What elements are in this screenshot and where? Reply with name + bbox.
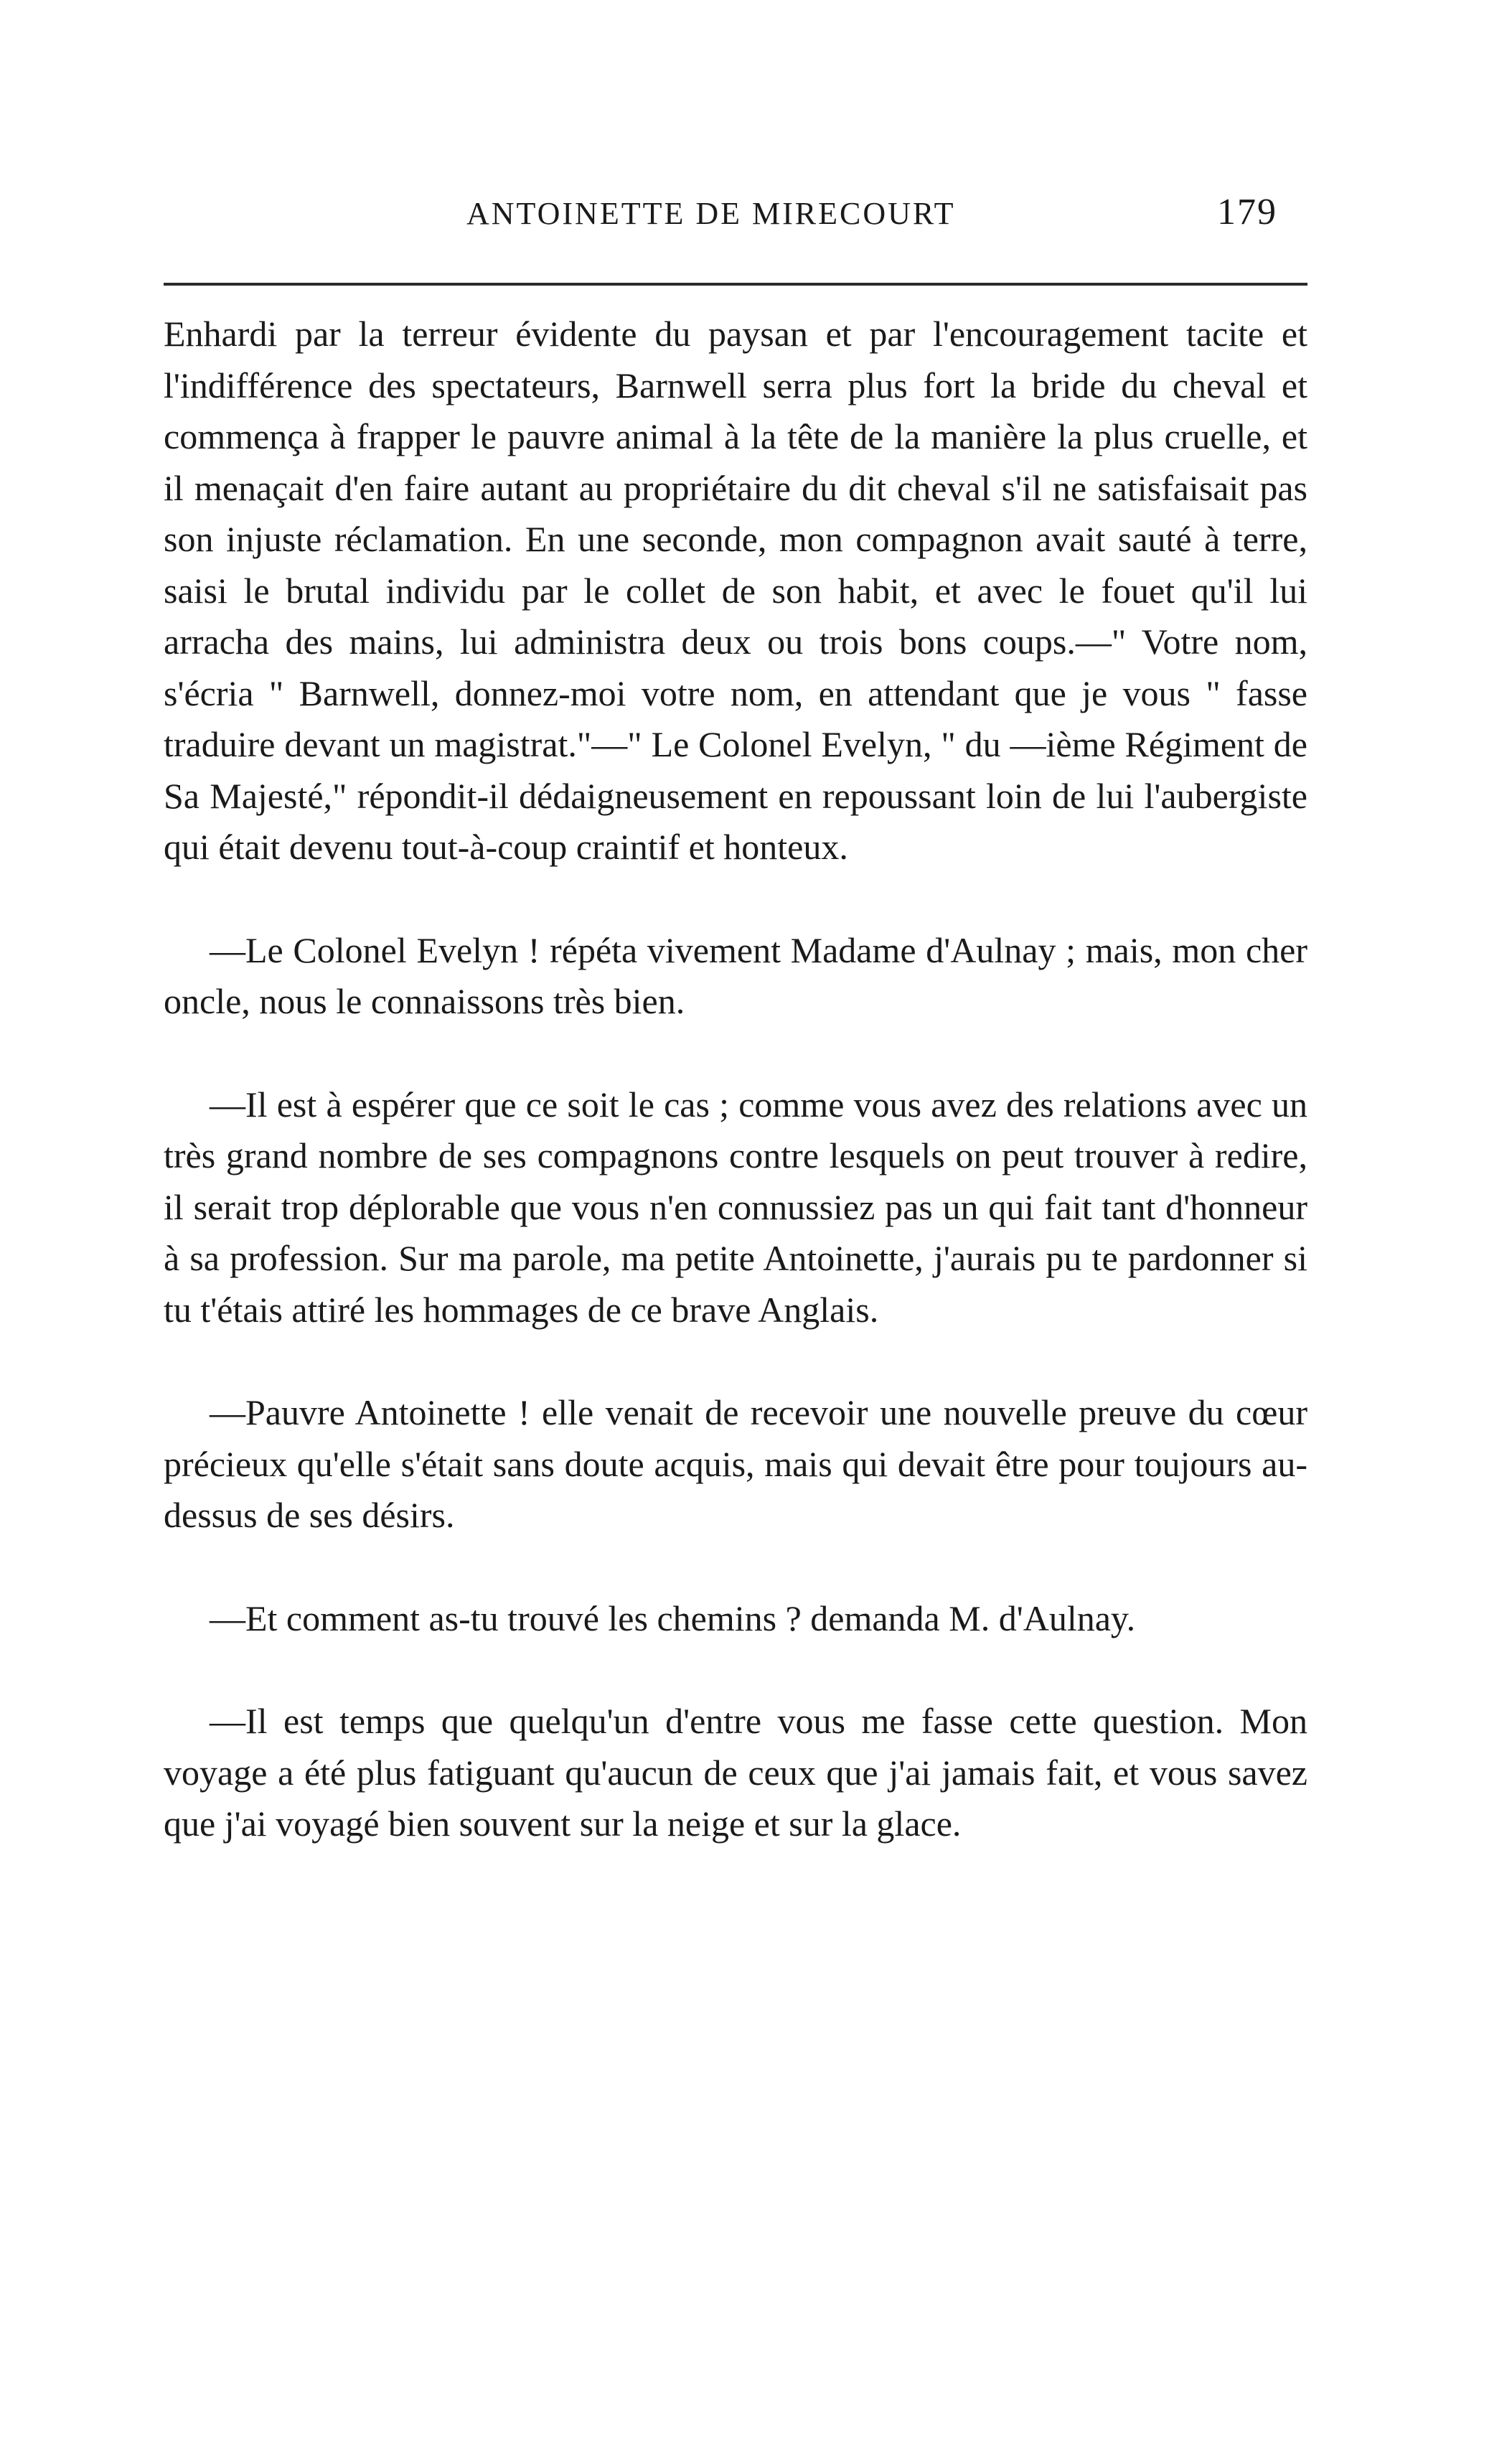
paragraph-gap: [164, 1028, 1307, 1079]
body-text: [164, 309, 1307, 1850]
page-header: [165, 192, 1306, 245]
paragraph-5: —Et comment as-tu trouvé les chemins ? demanda M. d'Aulnay.: [210, 1597, 1136, 1638]
paragraph-4: —Pauvre Antoinette ! elle venait de recevoir une nouvelle preuve du cœur précieux qu'elle s'était sans doute acquis, mais qui devait être pour toujours au-dessus de ses désirs.: [164, 1392, 1307, 1535]
paragraph-3: —Il est à espérer que ce soit le cas ; comme vous avez des relations avec un très grand nombre de ses compagnons contre lesquels on peut trouver à redire, il serait trop déplorable que vous n'en connussiez pas un qui fait tant d'honneur à sa profession. Sur ma parole, ma petite Antoinette, j'aurais pu te pardonner si tu t'étais attiré les hommages de ce brave Anglais.: [164, 1084, 1307, 1330]
paragraph-gap: [164, 1336, 1307, 1387]
running-title: ANTOINETTE DE MIRECOURT: [466, 196, 956, 231]
paragraph-6: —Il est temps que quelqu'un d'entre vous me fasse cette question. Mon voyage a été plus fatiguant qu'aucun de ceux que j'ai jamais fait, et vous savez que j'ai voyagé bien souvent sur la neige et sur la glace.: [164, 1701, 1307, 1844]
header-rule: [164, 283, 1307, 286]
paragraph-gap: [164, 873, 1307, 925]
page-number: 179: [1217, 192, 1277, 233]
paragraph-2: —Le Colonel Evelyn ! répéta vivement Madame d'Aulnay ; mais, mon cher oncle, nous le connaissons très bien.: [164, 929, 1307, 1021]
paragraph-gap: [164, 1541, 1307, 1593]
paragraph-1: Enhardi par la terreur évidente du paysan et par l'encouragement tacite et l'indifférence des spectateurs, Barnwell serra plus fort la bride du cheval et commença à frapper le pauvre animal à la tête de la manière la plus cruelle, et il menaçait d'en faire autant au propriétaire du dit cheval s'il ne satisfaisait pas son injuste réclamation. En une seconde, mon compagnon avait sauté à terre, saisi le brutal individu par le collet de son habit, et avec le fouet qu'il lui arracha des mains, lui administra deux ou trois bons coups.—" Votre nom, s'écria " Barnwell, donnez-moi votre nom, en attendant que je vous " fasse traduire devant un magistrat."—" Le Colonel Evelyn, " du —ième Régiment de Sa Majesté," répondit-il dédaigneusement en repoussant loin de lui l'aubergiste qui était devenu tout-à-coup craintif et honteux.: [164, 314, 1307, 867]
paragraph-gap: [164, 1644, 1307, 1696]
